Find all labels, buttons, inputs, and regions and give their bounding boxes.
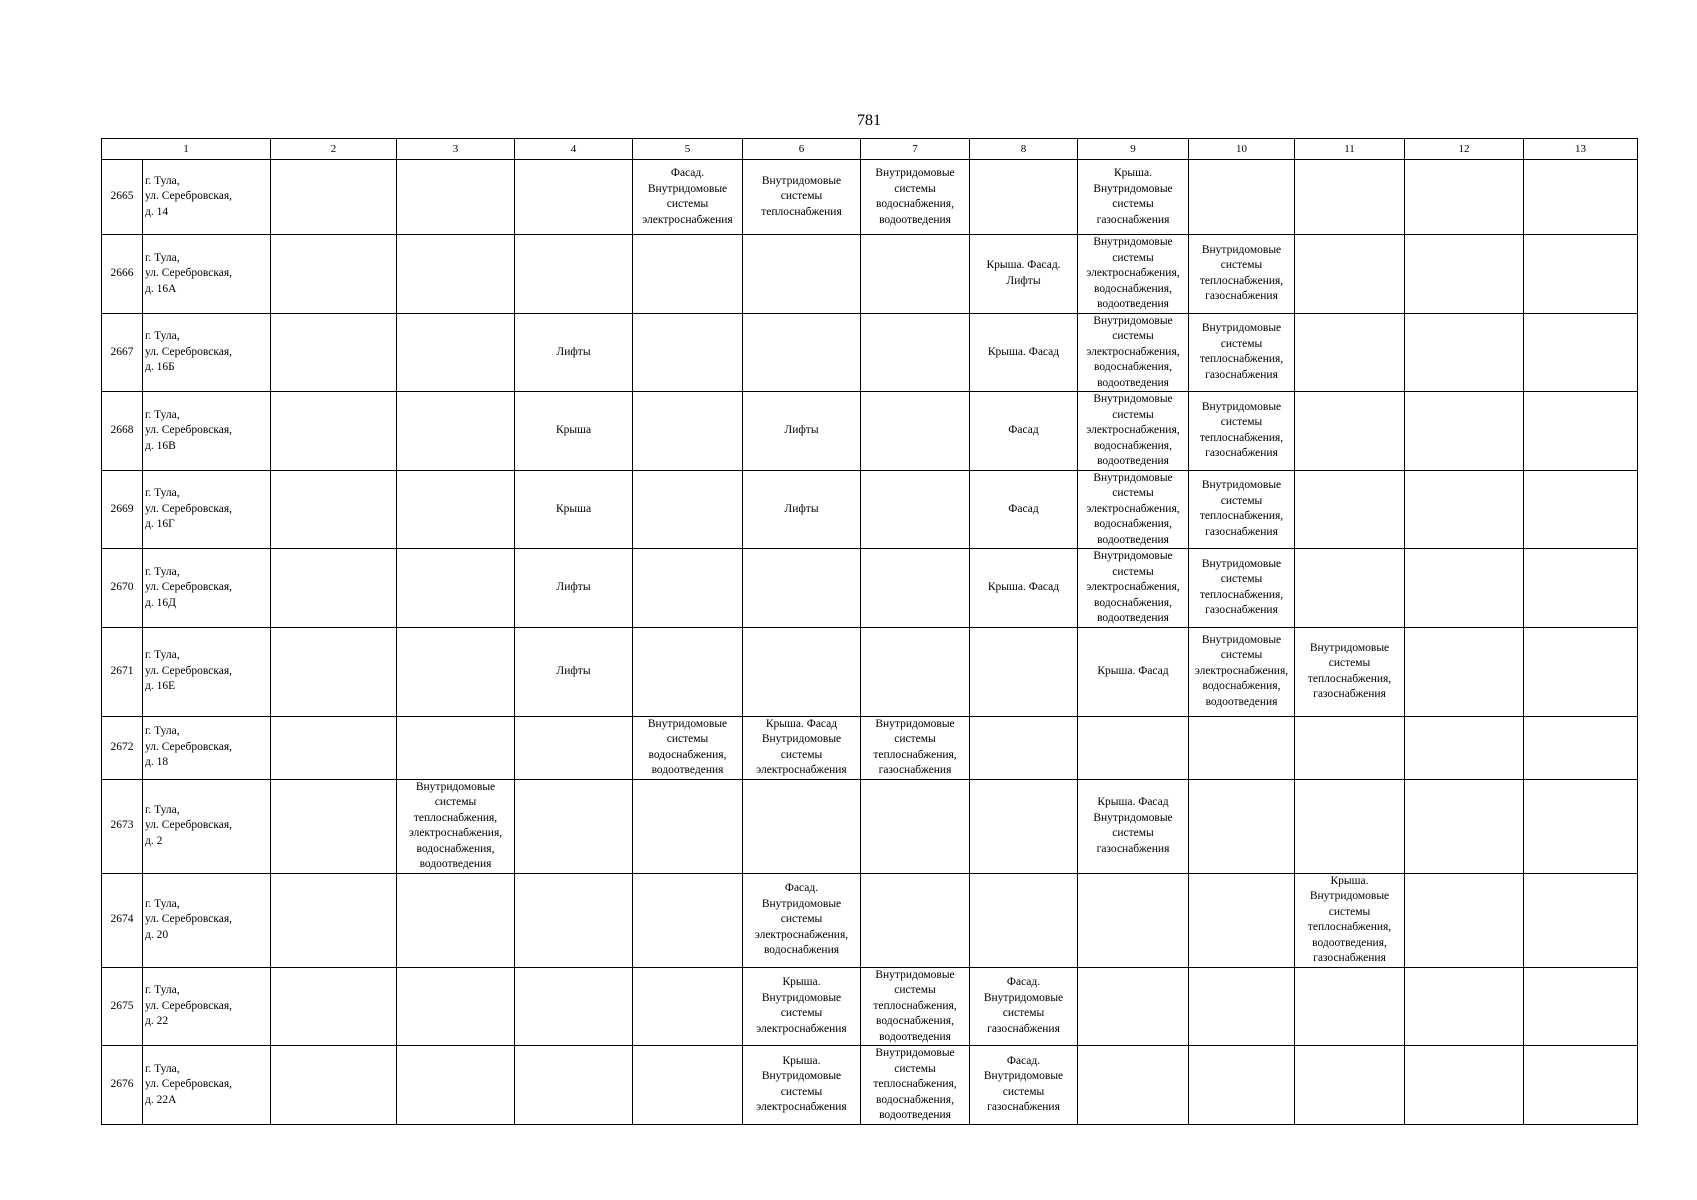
work-cell	[397, 549, 515, 628]
row-number: 2672	[102, 716, 143, 779]
work-text: Лифты	[784, 424, 819, 436]
work-cell	[861, 873, 970, 967]
work-cell	[397, 967, 515, 1046]
header-row	[102, 139, 1638, 160]
work-cell	[1189, 160, 1295, 235]
work-cell	[743, 470, 861, 549]
work-cell	[515, 1046, 633, 1125]
table-row	[102, 313, 1638, 392]
work-cell	[515, 716, 633, 779]
work-cell	[1078, 967, 1189, 1046]
work-cell	[1405, 470, 1524, 549]
work-text: Крыша	[555, 424, 592, 436]
work-cell	[633, 235, 743, 314]
row-number: 2673	[102, 779, 143, 873]
work-cell	[1295, 627, 1405, 716]
work-cell	[1078, 313, 1189, 392]
work-cell	[743, 235, 861, 314]
work-cell	[271, 313, 397, 392]
work-cell	[397, 627, 515, 716]
work-text: Лифты	[556, 345, 591, 358]
work-cell	[1524, 627, 1638, 716]
work-cell	[861, 967, 970, 1046]
work-cell	[861, 160, 970, 235]
row-number: 2676	[102, 1046, 143, 1125]
work-cell	[743, 967, 861, 1046]
work-cell	[633, 549, 743, 628]
row-number: 2667	[102, 313, 143, 392]
work-cell	[633, 716, 743, 779]
work-cell	[397, 716, 515, 779]
address-cell	[143, 967, 271, 1046]
work-cell	[1405, 313, 1524, 392]
work-cell	[861, 470, 970, 549]
work-text: Фасад	[1008, 424, 1039, 436]
work-text: Фасад	[1008, 502, 1039, 515]
work-cell	[1524, 873, 1638, 967]
work-cell	[271, 967, 397, 1046]
work-text: Внутридомовые системы электроснабжения, водоснабжения, водоотведения	[1086, 471, 1180, 546]
work-cell	[1078, 1046, 1189, 1125]
work-cell	[515, 627, 633, 716]
work-cell	[970, 627, 1078, 716]
column-header: 5	[633, 139, 743, 160]
work-cell	[397, 779, 515, 873]
work-cell	[1524, 967, 1638, 1046]
work-cell	[861, 1046, 970, 1125]
work-cell	[970, 716, 1078, 779]
address-cell	[143, 627, 271, 716]
work-cell	[970, 1046, 1078, 1125]
work-text: Крыша. Фасад Внутридомовые системы газоснабжения	[1093, 796, 1173, 855]
work-cell	[743, 160, 861, 235]
table-body	[102, 160, 1638, 1125]
work-cell	[1295, 716, 1405, 779]
work-text: Внутридомовые системы теплоснабжения	[761, 174, 842, 218]
work-cell	[1189, 235, 1295, 314]
work-cell	[1295, 235, 1405, 314]
work-cell	[861, 549, 970, 628]
work-cell	[1524, 392, 1638, 471]
work-cell	[743, 313, 861, 392]
work-cell	[1524, 549, 1638, 628]
work-cell	[1405, 873, 1524, 967]
column-header: 13	[1524, 139, 1638, 160]
work-text: Крыша. Внутридомовые системы электроснабжения	[756, 976, 847, 1035]
work-cell	[397, 392, 515, 471]
work-cell	[1189, 873, 1295, 967]
address-cell	[143, 470, 271, 549]
work-cell	[1078, 873, 1189, 967]
work-text: Лифты	[556, 664, 591, 677]
work-cell	[397, 235, 515, 314]
address-cell	[143, 313, 271, 392]
column-header: 10	[1189, 139, 1295, 160]
work-text: Крыша. Фасад	[987, 345, 1060, 358]
work-text: Внутридомовые системы электроснабжения, водоснабжения, водоотведения	[1086, 393, 1180, 467]
work-cell	[970, 313, 1078, 392]
work-cell	[271, 627, 397, 716]
work-cell	[1078, 470, 1189, 549]
work-cell	[1078, 235, 1189, 314]
work-cell	[970, 470, 1078, 549]
work-cell	[1405, 549, 1524, 628]
work-cell	[1295, 160, 1405, 235]
work-text: Лифты	[784, 502, 819, 515]
work-cell	[1405, 392, 1524, 471]
work-cell	[515, 779, 633, 873]
column-header: 1	[102, 139, 271, 160]
work-cell	[633, 160, 743, 235]
work-cell	[970, 967, 1078, 1046]
work-text: Фасад. Внутридомовые системы газоснабжения	[983, 976, 1064, 1035]
work-text: Внутридомовые системы теплоснабжения, газоснабжения	[1199, 243, 1284, 303]
work-cell	[271, 873, 397, 967]
work-cell	[861, 716, 970, 779]
work-text: Внутридомовые системы электроснабжения, водоснабжения, водоотведения	[1194, 633, 1289, 708]
column-header: 2	[271, 139, 397, 160]
work-text: Фасад. Внутридомовые системы электроснабжения, водоснабжения	[754, 882, 849, 957]
work-cell	[1524, 779, 1638, 873]
work-cell	[515, 313, 633, 392]
work-cell	[970, 392, 1078, 471]
table-row	[102, 779, 1638, 873]
work-text: Лифты	[556, 581, 591, 593]
work-cell	[743, 392, 861, 471]
work-cell	[515, 873, 633, 967]
address-cell	[143, 549, 271, 628]
work-cell	[1189, 1046, 1295, 1125]
row-number: 2674	[102, 873, 143, 967]
work-cell	[633, 779, 743, 873]
column-header: 6	[743, 139, 861, 160]
work-cell	[1078, 392, 1189, 471]
work-text: Крыша. Фасад	[1097, 664, 1169, 677]
work-cell	[1189, 549, 1295, 628]
work-cell	[1189, 967, 1295, 1046]
work-cell	[1189, 470, 1295, 549]
work-cell	[633, 392, 743, 471]
work-cell	[1405, 967, 1524, 1046]
address-cell	[143, 160, 271, 235]
work-cell	[970, 160, 1078, 235]
work-text: Крыша. Фасад	[987, 581, 1060, 593]
address-cell	[143, 392, 271, 471]
work-cell	[1295, 392, 1405, 471]
row-number: 2668	[102, 392, 143, 471]
work-cell	[1405, 627, 1524, 716]
column-header: 7	[861, 139, 970, 160]
work-text: Внутридомовые системы водоснабжения, водоотведения	[647, 717, 728, 776]
work-cell	[397, 873, 515, 967]
work-text: Внутридомовые системы теплоснабжения, водоснабжения, водоотведения	[873, 1047, 957, 1121]
address-text: г. Тула, ул. Серебровская, д. 14	[145, 174, 233, 218]
work-cell	[271, 160, 397, 235]
address-text: г. Тула, ул. Серебровская, д. 16Б	[145, 330, 233, 373]
work-cell	[861, 235, 970, 314]
work-cell	[1405, 160, 1524, 235]
work-cell	[1524, 235, 1638, 314]
work-text: Внутридомовые системы электроснабжения, водоснабжения, водоотведения	[1086, 314, 1180, 389]
work-cell	[970, 779, 1078, 873]
work-cell	[633, 873, 743, 967]
work-cell	[1405, 716, 1524, 779]
row-number: 2671	[102, 627, 143, 716]
work-cell	[633, 967, 743, 1046]
work-cell	[1524, 160, 1638, 235]
column-header: 9	[1078, 139, 1189, 160]
work-cell	[1524, 470, 1638, 549]
table-row	[102, 160, 1638, 235]
work-cell	[397, 470, 515, 549]
work-text: Крыша. Фасад. Лифты	[986, 259, 1061, 287]
work-text: Внутридомовые системы теплоснабжения, газоснабжения	[1307, 641, 1392, 700]
work-cell	[1295, 1046, 1405, 1125]
work-cell	[397, 160, 515, 235]
table-row	[102, 627, 1638, 716]
work-text: Крыша. Внутридомовые системы газоснабжения	[1093, 167, 1173, 226]
work-cell	[271, 1046, 397, 1125]
work-cell	[1405, 1046, 1524, 1125]
work-cell	[1189, 313, 1295, 392]
table-row	[102, 873, 1638, 967]
work-cell	[515, 392, 633, 471]
work-text: Фасад. Внутридомовые системы газоснабжения	[983, 1054, 1064, 1114]
work-cell	[1078, 779, 1189, 873]
work-text: Внутридомовые системы водоснабжения, водоотведения	[875, 167, 955, 226]
work-cell	[861, 313, 970, 392]
work-text: Внутридомовые системы электроснабжения, водоснабжения, водоотведения	[1086, 550, 1180, 624]
address-text: г. Тула, ул. Серебровская, д. 16Е	[145, 649, 233, 693]
work-cell	[861, 779, 970, 873]
work-cell	[1295, 873, 1405, 967]
work-cell	[743, 873, 861, 967]
work-cell	[1078, 160, 1189, 235]
column-header: 11	[1295, 139, 1405, 160]
work-cell	[633, 313, 743, 392]
work-text: Внутридомовые системы теплоснабжения, газоснабжения	[1199, 557, 1284, 617]
address-cell	[143, 716, 271, 779]
row-number: 2665	[102, 160, 143, 235]
work-text: Фасад. Внутридомовые системы электроснабжения	[642, 167, 733, 226]
work-cell	[970, 549, 1078, 628]
work-cell	[1524, 1046, 1638, 1125]
work-cell	[1295, 779, 1405, 873]
table-row	[102, 235, 1638, 314]
address-text: г. Тула, ул. Серебровская, д. 16В	[145, 408, 233, 452]
work-text: Внутридомовые системы теплоснабжения, электроснабжения, водоснабжения, водоотведения	[408, 780, 503, 870]
address-cell	[143, 1046, 271, 1125]
work-cell	[743, 1046, 861, 1125]
work-cell	[970, 235, 1078, 314]
work-cell	[1524, 313, 1638, 392]
work-cell	[1295, 470, 1405, 549]
work-text: Внутридомовые системы теплоснабжения, газоснабжения	[1199, 479, 1284, 538]
work-cell	[1295, 313, 1405, 392]
address-cell	[143, 235, 271, 314]
work-text: Крыша	[555, 502, 592, 515]
work-cell	[515, 235, 633, 314]
work-cell	[861, 627, 970, 716]
table-row	[102, 549, 1638, 628]
work-cell	[1295, 549, 1405, 628]
address-text: г. Тула, ул. Серебровская, д. 18	[145, 725, 233, 769]
work-cell	[1078, 716, 1189, 779]
address-cell	[143, 779, 271, 873]
row-number: 2669	[102, 470, 143, 549]
column-header: 3	[397, 139, 515, 160]
work-cell	[633, 1046, 743, 1125]
work-cell	[970, 873, 1078, 967]
column-header: 4	[515, 139, 633, 160]
work-cell	[271, 392, 397, 471]
work-cell	[271, 716, 397, 779]
work-text: Крыша. Внутридомовые системы теплоснабжения, водоотведения, газоснабжения	[1307, 874, 1392, 964]
work-cell	[1405, 235, 1524, 314]
work-cell	[1189, 392, 1295, 471]
work-cell	[1078, 627, 1189, 716]
work-cell	[1189, 779, 1295, 873]
work-cell	[743, 627, 861, 716]
work-cell	[743, 716, 861, 779]
column-header: 8	[970, 139, 1078, 160]
address-text: г. Тула, ул. Серебровская, д. 2	[145, 803, 233, 847]
table-row	[102, 470, 1638, 549]
column-header: 12	[1405, 139, 1524, 160]
table-row	[102, 967, 1638, 1046]
work-cell	[743, 779, 861, 873]
address-cell	[143, 873, 271, 967]
page-number: 781	[857, 112, 881, 129]
work-cell	[271, 549, 397, 628]
work-cell	[1295, 967, 1405, 1046]
work-text: Внутридомовые системы теплоснабжения, газоснабжения	[1199, 400, 1284, 460]
work-cell	[1405, 779, 1524, 873]
row-number: 2666	[102, 235, 143, 314]
work-cell	[743, 549, 861, 628]
work-text: Внутридомовые системы теплоснабжения, газоснабжения	[873, 717, 957, 776]
work-cell	[1189, 716, 1295, 779]
address-text: г. Тула, ул. Серебровская, д. 16А	[145, 251, 233, 295]
work-text: Внутридомовые системы теплоснабжения, газоснабжения	[1199, 322, 1284, 381]
table-row	[102, 1046, 1638, 1125]
row-number: 2670	[102, 549, 143, 628]
work-cell	[271, 470, 397, 549]
table-row	[102, 716, 1638, 779]
address-text: г. Тула, ул. Серебровская, д. 22А	[145, 1062, 233, 1106]
work-cell	[271, 779, 397, 873]
work-text: Крыша. Фасад Внутридомовые системы электроснабжения	[756, 717, 847, 776]
work-cell	[397, 1046, 515, 1125]
table-row	[102, 392, 1638, 471]
work-text: Крыша. Внутридомовые системы электроснабжения	[756, 1054, 847, 1114]
work-cell	[1078, 549, 1189, 628]
work-cell	[271, 235, 397, 314]
address-text: г. Тула, ул. Серебровская, д. 16Г	[145, 487, 233, 530]
address-text: г. Тула, ул. Серебровская, д. 16Д	[145, 565, 233, 609]
work-cell	[515, 549, 633, 628]
work-cell	[861, 392, 970, 471]
work-cell	[1524, 716, 1638, 779]
work-cell	[515, 160, 633, 235]
work-cell	[633, 470, 743, 549]
row-number: 2675	[102, 967, 143, 1046]
work-text: Внутридомовые системы теплоснабжения, водоснабжения, водоотведения	[873, 968, 957, 1043]
work-text: Внутридомовые системы электроснабжения, водоснабжения, водоотведения	[1086, 236, 1180, 310]
work-cell	[397, 313, 515, 392]
work-cell	[1189, 627, 1295, 716]
work-cell	[633, 627, 743, 716]
work-cell	[515, 470, 633, 549]
capital-repair-table	[101, 138, 1638, 1125]
work-cell	[515, 967, 633, 1046]
address-text: г. Тула, ул. Серебровская, д. 20	[145, 897, 233, 941]
address-text: г. Тула, ул. Серебровская, д. 22	[145, 984, 233, 1027]
